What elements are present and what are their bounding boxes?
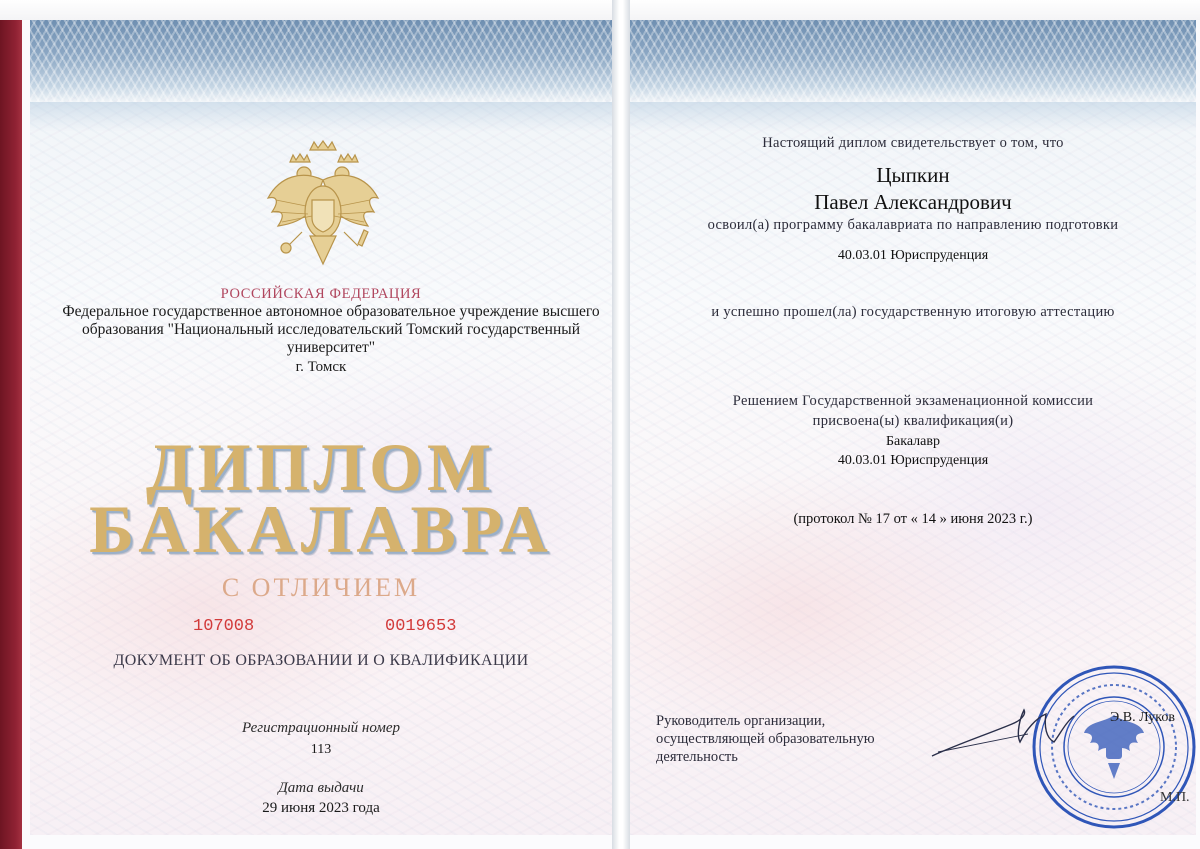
diploma-title: ДИПЛОМ <box>145 429 497 505</box>
diploma-number: 0019653 <box>385 617 457 636</box>
security-band-fade <box>30 102 612 132</box>
institution-city: г. Томск <box>295 359 347 375</box>
graduate-surname: Цыпкин <box>876 163 950 187</box>
registration-number-label: Регистрационный номер <box>241 720 400 736</box>
security-band-fade <box>630 102 1196 132</box>
document-type: ДОКУМЕНТ ОБ ОБРАЗОВАНИИ И О КВАЛИФИКАЦИИ <box>113 652 529 669</box>
diploma-cover-edge <box>0 0 22 849</box>
commission-protocol: (протокол № 17 от « 14 » июня 2023 г.) <box>793 511 1033 527</box>
page-top-edge <box>0 0 1200 20</box>
qualification-awarded-label: присвоена(ы) квалификация(и) <box>812 413 1014 429</box>
diploma-series: 107008 <box>193 617 255 636</box>
coat-of-arms-icon <box>262 140 384 272</box>
awarded-qualification: 40.03.01 Юриспруденция <box>837 453 989 468</box>
attestation-statement: и успешно прошел(ла) государственную итоговую аттестацию <box>711 304 1115 320</box>
diploma-degree-title: БАКАЛАВРА <box>89 491 553 567</box>
diploma-right-page <box>630 20 1196 835</box>
issue-date-label: Дата выдачи <box>278 780 364 796</box>
registration-number: 113 <box>310 742 332 757</box>
institution-name: Федеральное государственное автономное образовательное учреждение высшего образования "Национальный исследовательский Томский государственный университет" <box>62 303 600 356</box>
diploma-left-page <box>30 20 612 835</box>
commission-decision: Решением Государственной экзаменационной комиссии <box>732 393 1094 409</box>
signatory-title: Руководитель организации, осуществляющей образовательную деятельность <box>656 713 875 765</box>
signature-icon <box>928 704 1078 764</box>
graduate-given-names: Павел Александрович <box>814 190 1012 214</box>
signer-name: Э.В. Луков <box>1110 710 1175 725</box>
stamp-place-mark: М.П. <box>1160 790 1190 805</box>
country-name: РОССИЙСКАЯ ФЕДЕРАЦИЯ <box>220 286 422 302</box>
honors-caption: С ОТЛИЧИЕМ <box>221 573 421 602</box>
diploma-spine <box>612 0 630 849</box>
awarded-degree: Бакалавр <box>886 434 940 449</box>
security-pattern-band <box>30 20 612 102</box>
certification-intro: Настоящий диплом свидетельствует о том, что <box>762 135 1064 151</box>
security-pattern-band <box>630 20 1196 102</box>
issue-date: 29 июня 2023 года <box>262 800 380 816</box>
program-statement: освоил(а) программу бакалавриата по направлению подготовки <box>707 217 1119 233</box>
study-direction: 40.03.01 Юриспруденция <box>837 248 989 263</box>
